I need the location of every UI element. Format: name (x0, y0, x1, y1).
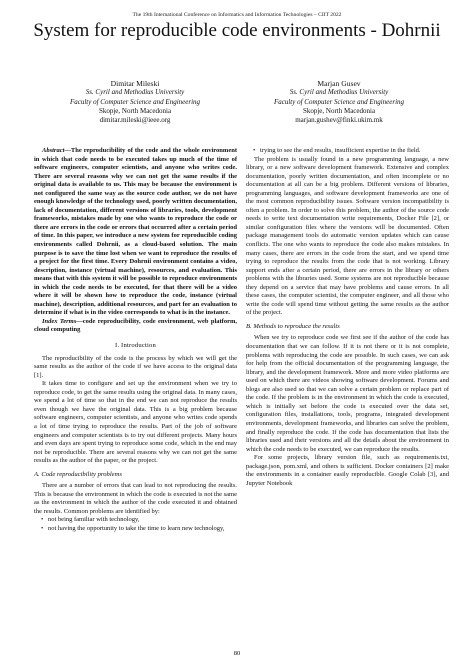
section-heading-introduction: I. Introduction (114, 342, 157, 350)
author-university: Ss. Cyril and Methodius University (85, 88, 185, 97)
index-terms-lead: Index Terms (42, 317, 77, 325)
abstract (34, 147, 237, 318)
subsection-heading-a: A. Code reproducibility problems (34, 470, 122, 478)
list-item (41, 516, 237, 525)
list-item (253, 147, 449, 156)
bullet-icon: • (41, 524, 44, 532)
paragraph: For some projects, library version file, such as requirements.txt, package.json, pom.xml, and others is sufficient. Docker containers [2] make the environments in a container easily reproducible. Google Colab [3], and Jupyter Notebook (246, 454, 449, 487)
bullet-list (34, 516, 237, 533)
paper-title: System for reproducible code environments - Dohrnii (33, 20, 441, 41)
author-university: Ss. Cyril and Methodius University (289, 88, 389, 97)
abstract-text: —The reproducibility of the code and the whole environment in which that code needs to be executed takes up much of the time of software engineers, computer scientists, and anyone who writes code. There are several reasons why we can not get the same results if the original data is available to us. This may be because the environment is not configured the same way as the source code author, we do not have enough knowledge of the technology used, poorly written documentation, lack of documentation, different versions of libraries, tools, development frameworks, mistakes made by one who wants to reproduce the code or there are errors in the code or errors that occurred after a certain period of time. In this paper, we introduce a new system for reproducible coding environments called Dohrnii, as a cloud-based solution. The main purpose is to save the time lost when we want to reproduce the results of a project for the first time. Every Dohrnii environment contains a video, description, instance (virtual machine), resources, and evaluation. This means that with this system it will be possible to reproduce environments in which the code needs to be executed, for that there will be a video where it will be shown how to reproduce the code, instance (virtual machine), description, additional resources, and part for an evaluation to determine if what is in the video corresponds to what is in the instance. (34, 147, 237, 317)
author-city: Skopje, North Macedonia (302, 106, 376, 115)
author-city: Skopje, North Macedonia (98, 106, 172, 115)
left-column (34, 147, 237, 534)
author-faculty: Faculty of Computer Science and Engineering (69, 97, 201, 106)
abstract-lead: Abstract (42, 147, 65, 154)
paragraph: It takes time to configure and set up the environment when we try to reproduce code, to get the same results using the original data. In many cases, we spend a lot of time so that in the end we can not reproduce the results even though we have the original data. This is a big problem because software engineers, computer scientists, and anyone who writes code spends a lot of time trying to reproduce the results. Part of the job of software engineers and computer scientists is to try out different projects. Many hours and even days are spent trying to reproduce some code, which in the end may not be reproducible. There are several reasons why we can not get the same results as the author of the paper, or the project. (34, 380, 237, 465)
bullet-icon: • (41, 516, 44, 524)
paragraph: When we try to reproduce code we first see if the author of the code has documentation that we can follow. If it is not there or it is not complete, problems with reproducing the code are possible. In such cases, we can ask for help from the official documentation of the programming language, the library, and the development framework. More and more video platforms are used on which there are videos showing software development. Forums and blogs are also used so that we can solve a certain problem or replace part of the code. If the problem is in the environment in which the code is executed, which is initially set before the code is executed over the data set, configuration files, installations, tools, programs, integrated development environments, development frameworks, and libraries can solve the problem, and finally reproduce the code. If the code has documentation that lists the libraries used and their versions and all the details about the environment in which the code needs to be executed, we can reproduce the results. (246, 334, 449, 453)
paragraph: The problem is usually found in a new programming language, a new library, or a new software development framework. Extensive and complex documentation, poorly written documentation, and often incomplete or no documentation at all can be a big problem. Different versions of libraries, programming languages, and software development frameworks are one of the most common reproducibility issues. Software version incompatibility is often a problem. In order to solve this problem, the author of the source code needs to write text documentation write requirements, Docker File [2], or similar configuration files where the versions will be documented. Often package management tools do automatic version updates which can cause conflicts. The one who wants to reproduce the code also makes mistakes. In many cases, there are errors in the code from the start, and we spend time trying to reproduce the results from the code that is not working. Library support ends after a certain period, there are errors in the library or others problems with the libraries used. Some systems are not reproducible because they depend on a service that may have problems and cause errors. In all these cases, the computer scientist, the computer engineer, and all those who write the code will spend time without getting the same results as the author of the project. (246, 155, 449, 317)
paragraph: The reproducibility of the code is the process by which we will get the same results as the author of the code if we have access to the original data [1]. (34, 354, 237, 379)
author-email: marjan.gushev@finki.ukim.mk (295, 116, 383, 125)
index-terms-text: —code reproducibility, code environment, web platform, cloud computing (34, 317, 238, 334)
author-email: dimitar.mileski@ieee.org (99, 116, 171, 125)
bullet-list (246, 147, 449, 156)
author-2 (244, 79, 434, 125)
bullet-icon: • (253, 147, 256, 154)
list-item-text: trying to see the end results, insufficient expertise in the field. (260, 147, 421, 154)
page-number: 80 (233, 650, 241, 657)
index-terms (34, 318, 237, 335)
author-name: Marjan Gusev (317, 79, 361, 88)
list-item-text: not having the opportunity to take the time to learn new technology, (48, 524, 225, 532)
list-item-text: not being familiar with technology, (48, 516, 140, 524)
list-item (41, 524, 237, 534)
author-1 (40, 79, 230, 125)
subsection-heading-b: B. Methods to reproduce the results (246, 322, 340, 330)
author-faculty: Faculty of Computer Science and Engineering (273, 97, 405, 106)
author-block (40, 79, 434, 125)
running-head: The 19th International Conference on Informatics and Information Technologies – CIIT 2022 (132, 12, 342, 18)
paragraph: There are a number of errors that can lead to not reproducing the results. This is because the environment in which the code is executed is not the same as the environment in which the author of the code executed it and obtained the results. Common problems are identified by: (34, 482, 237, 515)
right-column (246, 147, 449, 488)
author-name: Dimitar Mileski (110, 79, 160, 88)
